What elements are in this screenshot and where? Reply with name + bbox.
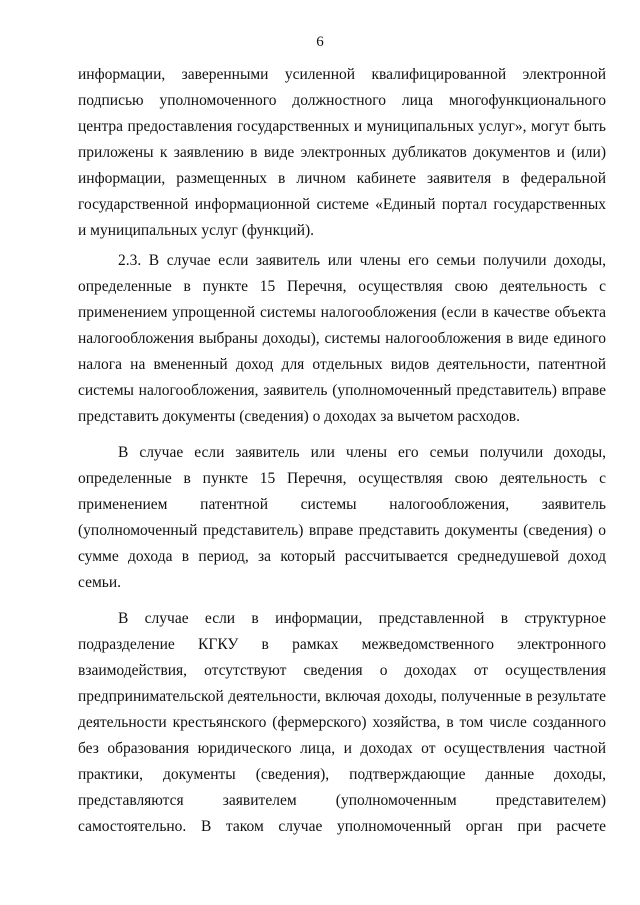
document-body xyxy=(78,62,606,840)
paragraph-2-3: 2.3. В случае если заявитель или члены его семьи получили доходы, определенные в пункте 15 Перечня, осуществляя свою деятельность с применением упрощенной системы налогообложения (если в качестве объекта налогообложения выбраны доходы), системы налогообложения в виде единого налога на вмененный доход для отдельных видов деятельности, патентной системы налогообложения, заявитель (уполномоченный представитель) вправе представить документы (сведения) о доходах за вычетом расходов. xyxy=(78,252,606,425)
paragraph-patent-income: В случае если заявитель или члены его семьи получили доходы, определенные в пункте 15 Перечня, осуществляя свою деятельность с применением патентной системы налогообложения, заявитель (уполномоченный представитель) вправе представить документы (сведения) о сумме дохода в период, за который рассчитывается среднедушевой доход семьи. xyxy=(78,444,606,591)
page-number: 6 xyxy=(316,34,324,50)
paragraph-continuation: информации, заверенными усиленной квалифицированной электронной подписью уполномоченного должностного лица многофункционального центра предоставления государственных и муниципальных услуг», могут быть приложены к заявлению в виде электронных дубликатов документов и (или) информации, размещенных в личном кабинете заявителя в федеральной государственной информационной системе «Единый портал государственных и муниципальных услуг (функций). xyxy=(78,66,606,239)
paragraph-missing-income-info: В случае если в информации, представленной в структурное подразделение КГКУ в рамках межведомственного электронного взаимодействия, отсутствуют сведения о доходах от осуществления предпринимательской деятельности, включая доходы, полученные в результате деятельности крестьянского (фермерского) хозяйства, в том числе созданного без образования юридического лица, и доходах от осуществления частной практики, документы (сведения), подтверждающие данные доходы, представляются заявителем (уполномоченным представителем) самостоятельно. В таком случае уполномоченный орган при расчете xyxy=(78,610,606,835)
